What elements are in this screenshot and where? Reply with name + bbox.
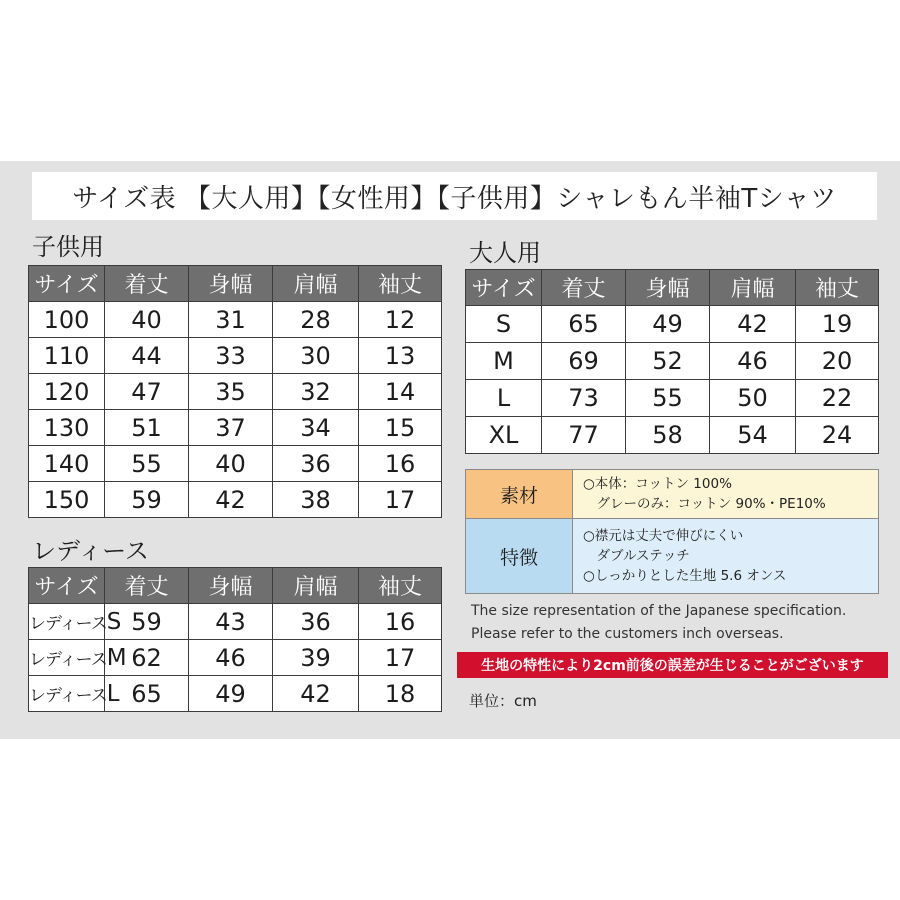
value-cell: 43 (189, 604, 273, 640)
value-cell: 44 (105, 338, 189, 374)
col-header-size: サイズ (466, 270, 542, 306)
value-cell: 36 (273, 446, 359, 482)
col-header-width: 身幅 (189, 568, 273, 604)
col-header-length: 着丈 (542, 270, 626, 306)
table-row (466, 417, 879, 454)
size-cell: XL (466, 417, 542, 454)
value-cell: 20 (796, 343, 879, 380)
value-cell: 77 (542, 417, 626, 454)
ladies-section-label: レディース (32, 537, 149, 565)
value-cell: 52 (626, 343, 710, 380)
tolerance-warning-banner: 生地の特性により2cm前後の誤差が生じることがございます (457, 652, 888, 678)
value-cell: 33 (189, 338, 273, 374)
col-header-size: サイズ (29, 266, 105, 302)
size-prefix: レディース (29, 613, 107, 634)
value-cell: 16 (359, 604, 442, 640)
value-cell: 22 (796, 380, 879, 417)
value-cell: 31 (189, 302, 273, 338)
value-cell: 12 (359, 302, 442, 338)
value-cell: 50 (710, 380, 796, 417)
page-title: サイズ表 【大人用】【女性用】【子供用】シャレもん半袖Tシャツ (32, 172, 877, 220)
table-row (29, 302, 442, 338)
size-cell: L (466, 380, 542, 417)
value-cell: 42 (273, 676, 359, 712)
value-cell: 54 (710, 417, 796, 454)
kids-section-label: 子供用 (32, 233, 104, 261)
value-cell: 13 (359, 338, 442, 374)
value-cell: 51 (105, 410, 189, 446)
table-row (29, 676, 442, 712)
size-cell: 110 (29, 338, 105, 374)
value-cell: 65 (105, 676, 189, 712)
feature-row (466, 519, 879, 594)
value-cell: 42 (710, 306, 796, 343)
feature-line: ○襟元は丈夫で伸びにくい (583, 528, 744, 544)
table-row (29, 410, 442, 446)
feature-line: ダブルステッチ (583, 548, 690, 564)
value-cell: 42 (189, 482, 273, 518)
overseas-note-line: Please refer to the customers inch overseas. (471, 626, 784, 642)
table-row (466, 306, 879, 343)
table-row (466, 380, 879, 417)
col-header-width: 身幅 (626, 270, 710, 306)
value-cell: 15 (359, 410, 442, 446)
table-row (29, 640, 442, 676)
table-row (29, 338, 442, 374)
col-header-shoulder: 肩幅 (710, 270, 796, 306)
size-cell: 150 (29, 482, 105, 518)
value-cell: 39 (273, 640, 359, 676)
value-cell: 17 (359, 640, 442, 676)
value-cell: 32 (273, 374, 359, 410)
value-cell: 17 (359, 482, 442, 518)
size-cell: 100 (29, 302, 105, 338)
value-cell: 16 (359, 446, 442, 482)
col-header-sleeve: 袖丈 (359, 568, 442, 604)
value-cell: 24 (796, 417, 879, 454)
value-cell: 49 (189, 676, 273, 712)
value-cell: 73 (542, 380, 626, 417)
overseas-note-line: The size representation of the Japanese specification. (471, 603, 847, 619)
product-info-table (465, 469, 879, 594)
material-row (466, 470, 879, 519)
col-header-sleeve: 袖丈 (359, 266, 442, 302)
feature-line: ○しっかりとした生地 5.6 オンス (583, 568, 787, 584)
value-cell: 55 (105, 446, 189, 482)
value-cell: 58 (626, 417, 710, 454)
value-cell: 14 (359, 374, 442, 410)
value-cell: 28 (273, 302, 359, 338)
size-cell: 120 (29, 374, 105, 410)
size-cell: S (466, 306, 542, 343)
value-cell: 34 (273, 410, 359, 446)
value-cell: 46 (189, 640, 273, 676)
material-line: グレーのみ：コットン 90%・PE10% (583, 496, 826, 512)
col-header-sleeve: 袖丈 (796, 270, 879, 306)
col-header-shoulder: 肩幅 (273, 568, 359, 604)
col-header-length: 着丈 (105, 568, 189, 604)
value-cell: 62 (105, 640, 189, 676)
kids-size-table (28, 265, 442, 518)
col-header-size: サイズ (29, 568, 105, 604)
adult-section-label: 大人用 (469, 239, 541, 267)
size-letter: L (106, 680, 120, 707)
table-row (29, 446, 442, 482)
value-cell: 40 (105, 302, 189, 338)
unit-label: 単位：cm (469, 692, 537, 710)
table-row (29, 482, 442, 518)
value-cell: 65 (542, 306, 626, 343)
adult-size-table (465, 269, 879, 454)
value-cell: 19 (796, 306, 879, 343)
value-cell: 59 (105, 604, 189, 640)
value-cell: 30 (273, 338, 359, 374)
value-cell: 18 (359, 676, 442, 712)
feature-value (573, 519, 879, 594)
size-cell: 140 (29, 446, 105, 482)
material-value (573, 470, 879, 519)
size-cell (29, 640, 127, 676)
value-cell: 40 (189, 446, 273, 482)
overseas-note (471, 600, 846, 646)
table-row (29, 374, 442, 410)
size-cell: 130 (29, 410, 105, 446)
material-line: ○本体：コットン 100% (583, 476, 732, 492)
value-cell: 37 (189, 410, 273, 446)
value-cell: 46 (710, 343, 796, 380)
value-cell: 36 (273, 604, 359, 640)
value-cell: 35 (189, 374, 273, 410)
size-cell: M (466, 343, 542, 380)
size-letter: M (106, 644, 127, 671)
value-cell: 69 (542, 343, 626, 380)
col-header-width: 身幅 (189, 266, 273, 302)
size-letter: S (106, 608, 122, 635)
size-prefix: レディース (29, 649, 107, 670)
table-row (29, 604, 442, 640)
material-label: 素材 (466, 470, 573, 519)
size-prefix: レディース (29, 685, 107, 706)
value-cell: 47 (105, 374, 189, 410)
value-cell: 49 (626, 306, 710, 343)
value-cell: 59 (105, 482, 189, 518)
table-row (466, 343, 879, 380)
value-cell: 55 (626, 380, 710, 417)
size-cell (29, 604, 122, 640)
ladies-size-table (28, 567, 442, 712)
col-header-length: 着丈 (105, 266, 189, 302)
feature-label: 特徴 (466, 519, 573, 594)
col-header-shoulder: 肩幅 (273, 266, 359, 302)
size-cell (29, 676, 120, 712)
value-cell: 38 (273, 482, 359, 518)
